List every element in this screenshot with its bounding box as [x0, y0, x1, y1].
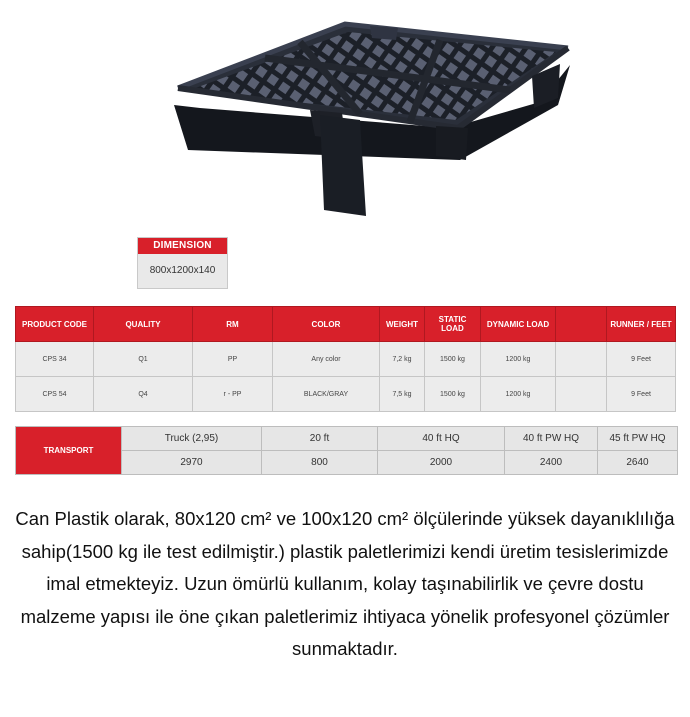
col-quality: QUALITY — [94, 307, 193, 342]
col-blank — [556, 307, 607, 342]
cell-product-code: CPS 34 — [16, 342, 94, 377]
plastic-pallet-icon — [160, 10, 590, 220]
transport-type: 40 ft HQ — [378, 427, 505, 451]
transport-quantity: 800 — [262, 451, 378, 475]
cell-runner-feet: 9 Feet — [607, 342, 676, 377]
cell-color: BLACK/GRAY — [273, 377, 380, 412]
transport-quantity: 2000 — [378, 451, 505, 475]
cell-quality: Q1 — [94, 342, 193, 377]
transport-type: Truck (2,95) — [122, 427, 262, 451]
transport-type: 40 ft PW HQ — [505, 427, 598, 451]
dimension-header: DIMENSION — [138, 238, 227, 254]
transport-type: 45 ft PW HQ — [598, 427, 678, 451]
transport-label: TRANSPORT — [16, 427, 122, 475]
spec-header-row — [16, 307, 676, 342]
col-product-code: PRODUCT CODE — [16, 307, 94, 342]
cell-color: Any color — [273, 342, 380, 377]
col-rm: RM — [193, 307, 273, 342]
col-weight: WEIGHT — [380, 307, 425, 342]
table-row — [16, 377, 676, 412]
transport-quantity: 2640 — [598, 451, 678, 475]
dimension-value: 800x1200x140 — [138, 254, 227, 288]
cell-blank — [556, 342, 607, 377]
cell-weight: 7,2 kg — [380, 342, 425, 377]
cell-rm: r - PP — [193, 377, 273, 412]
table-row — [16, 342, 676, 377]
col-color: COLOR — [273, 307, 380, 342]
product-spec-table — [15, 306, 676, 412]
cell-blank — [556, 377, 607, 412]
cell-runner-feet: 9 Feet — [607, 377, 676, 412]
col-static-load: STATIC LOAD — [425, 307, 481, 342]
cell-dynamic-load: 1200 kg — [481, 342, 556, 377]
dimension-box — [137, 237, 228, 289]
cell-rm: PP — [193, 342, 273, 377]
transport-type: 20 ft — [262, 427, 378, 451]
col-dynamic-load: DYNAMIC LOAD — [481, 307, 556, 342]
transport-quantity: 2970 — [122, 451, 262, 475]
transport-table — [15, 426, 678, 475]
cell-static-load: 1500 kg — [425, 342, 481, 377]
cell-dynamic-load: 1200 kg — [481, 377, 556, 412]
description-paragraph: Can Plastik olarak, 80x120 cm² ve 100x120 cm² ölçülerinde yüksek dayanıklılığa sahip(1500 kg ile test edilmiştir.) plastik paletlerimizi kendi üretim tesislerimizde imal etmekteyiz. Uzun ömürlü kullanım, kolay taşınabilirlik ve çevre dostu malzeme yapısı ile öne çıkan paletlerimiz ihtiyaca yönelik profesyonel çözümler sunmaktadır. — [15, 508, 675, 659]
cell-quality: Q4 — [94, 377, 193, 412]
cell-static-load: 1500 kg — [425, 377, 481, 412]
transport-type-row — [16, 427, 678, 451]
cell-product-code: CPS 54 — [16, 377, 94, 412]
cell-weight: 7,5 kg — [380, 377, 425, 412]
col-runner-feet: RUNNER / FEET — [607, 307, 676, 342]
transport-quantity: 2400 — [505, 451, 598, 475]
